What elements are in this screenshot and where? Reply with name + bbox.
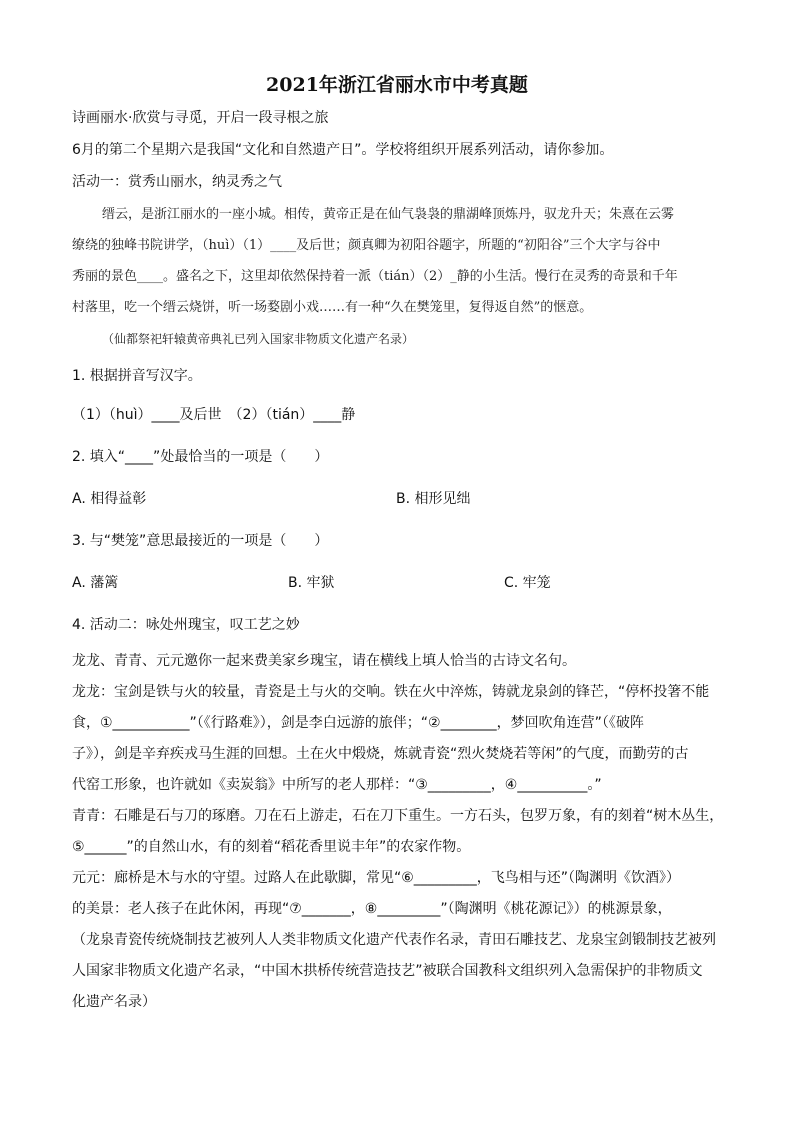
passage-line: 村落里，吃一个缙云烧饼，听一场婺剧小戏……有一种“久在樊笼里，复得返自然”的惬意。 [72, 300, 593, 315]
q3-option-b: B. 牢狱 [288, 575, 335, 591]
question-4-line: 食，①___________”（《行路难》），剑是李白远游的旅伴；“②________，梦回吹角连营”（《破阵 [72, 715, 644, 731]
question-1: 1. 根据拼音写汉字。 [72, 368, 202, 384]
passage-line: 缙云，是浙江丽水的一座小城。相传，黄帝正是在仙气袅袅的鼎湖峰顶炼丹，驭龙升天；朱熹在云雾 [102, 207, 675, 222]
question-4-line: 龙龙：宝剑是铁与火的较量，青瓷是土与火的交响。铁在火中淬炼，铸就龙泉剑的锋芒，“停杯投箸不能 [72, 684, 710, 700]
question-4-line: 的美景：老人孩子在此休闲，再现“⑦_______，⑧_________”（陶渊明《桃花源记》）的桃源景象， [72, 901, 672, 917]
page-title: 2021年浙江省丽水市中考真题 [266, 74, 528, 96]
question-3: 3. 与“樊笼”意思最接近的一项是（ ） [72, 533, 329, 549]
question-2: 2. 填入“____”处最恰当的一项是（ ） [72, 449, 329, 465]
question-4-line: 元元：廊桥是木与水的守望。过路人在此歇脚，常见“⑥_________，飞鸟相与还”（陶渊明《饮酒》） [72, 870, 681, 886]
question-4-line: 子》），剑是辛弃疾戎马生涯的回想。土在火中煅烧，炼就青瓷“烈火焚烧若等闲”的气度，而勤劳的古 [72, 746, 689, 762]
question-4-line: 青青：石雕是石与刀的琢磨。刀在石上游走，石在刀下重生。一方石头，包罗万象，有的刻着“树木丛生， [72, 808, 724, 824]
q2-option-a: A. 相得益彰 [72, 491, 147, 507]
q3-option-c: C. 牢笼 [504, 575, 551, 591]
passage-line: 秀丽的景色____。盛名之下，这里却依然保持着一派（tián）（2）_静的小生活。慢行在灵秀的奇景和千年 [72, 269, 678, 284]
q3-option-a: A. 藩篱 [72, 575, 119, 591]
question-4-line: ⑤______”的自然山水，有的刻着“稻花香里说丰年”的农家作物。 [72, 839, 471, 855]
question-4-line: 人国家非物质文化遗产名录，“中国木拱桥传统营造技艺”被联合国教科文组织列入急需保护的非物质文 [72, 963, 703, 979]
q2-option-b: B. 相形见绌 [396, 491, 471, 507]
activity1-heading: 活动一：赏秀山丽水，纳灵秀之气 [72, 174, 282, 190]
question-4-line: 代窑工形象，也许就如《卖炭翁》中所写的老人那样：“③_________，④__________。” [72, 777, 602, 793]
theme-line: 诗画丽水·欣赏与寻觅，开启一段寻根之旅 [72, 110, 329, 126]
passage-line: 缭绕的独峰书院讲学，（huì）（1）____及后世；颜真卿为初阳谷题字，所题的“初阳谷”三个大字与谷中 [72, 238, 661, 253]
question-4-line: （龙泉青瓷传统烧制技艺被列人人类非物质文化遗产代表作名录，青田石雕技艺、龙泉宝剑锻制技艺被列 [72, 932, 716, 948]
passage-note: （仙都祭祀轩辕黄帝典礼已列入国家非物质文化遗产名录） [102, 332, 415, 346]
question-4: 4. 活动二：咏处州瑰宝，叹工艺之妙 [72, 617, 300, 633]
intro-line: 6月的第二个星期六是我国“文化和自然遗产日”。学校将组织开展系列活动，请你参加。 [72, 142, 614, 158]
question-1-line: （1）（huì）____及后世 （2）（tián）____静 [72, 407, 356, 423]
question-4-line: 化遗产名录） [72, 994, 156, 1010]
question-4-intro: 龙龙、青青、元元邀你一起来费美家乡瑰宝，请在横线上填人恰当的古诗文名句。 [72, 653, 576, 669]
